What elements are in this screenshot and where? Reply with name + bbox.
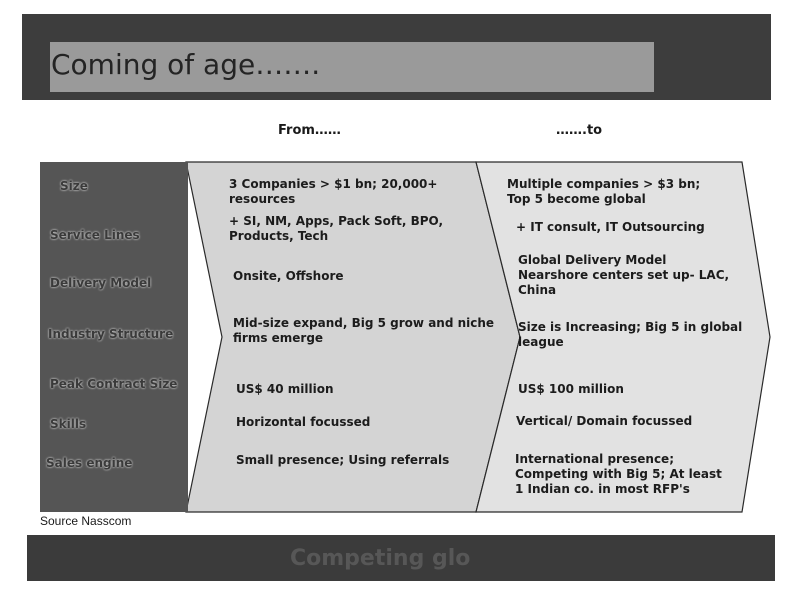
source-note: Source Nasscom [40,514,132,528]
row-label-service-lines: Service Lines [50,228,140,242]
footer-banner-text: Competing glo [290,546,471,571]
slide-title: Coming of age……. [51,48,321,81]
from-cell-peak-contract-size: US$ 40 million [236,382,334,396]
from-cell-delivery-model: Onsite, Offshore [233,269,344,283]
from-cell-size: 3 Companies > $1 bn; 20,000+ resources [229,177,438,206]
row-label-industry-structure: Industry Structure [48,327,174,341]
from-cell-service-lines: + SI, NM, Apps, Pack Soft, BPO, Products, Tech [229,214,444,243]
row-label-size: Size [60,179,88,193]
to-cell-skills: Vertical/ Domain focussed [516,414,693,428]
from-cell-sales-engine: Small presence; Using referrals [236,453,450,467]
row-label-peak-contract-size: Peak Contract Size [50,377,178,391]
to-cell-peak-contract-size: US$ 100 million [518,382,624,396]
row-label-delivery-model: Delivery Model [50,276,152,290]
to-cell-service-lines: + IT consult, IT Outsourcing [516,220,705,234]
to-heading: …….to [556,123,603,138]
from-cell-skills: Horizontal focussed [236,415,371,429]
to-cell-size: Multiple companies > $3 bn; Top 5 become global [507,177,701,206]
to-cell-sales-engine: International presence; Competing with Big 5; At least 1 Indian co. in most RFP's [515,452,722,496]
row-label-skills: Skills [50,417,87,431]
row-label-sales-engine: Sales engine [46,456,133,470]
to-cell-delivery-model: Global Delivery Model Nearshore centers set up- LAC, China [518,253,730,297]
from-cell-industry-structure: Mid-size expand, Big 5 grow and niche firms emerge [233,316,495,345]
to-cell-industry-structure: Size is Increasing; Big 5 in global league [518,320,743,349]
from-heading: From…… [278,123,341,138]
